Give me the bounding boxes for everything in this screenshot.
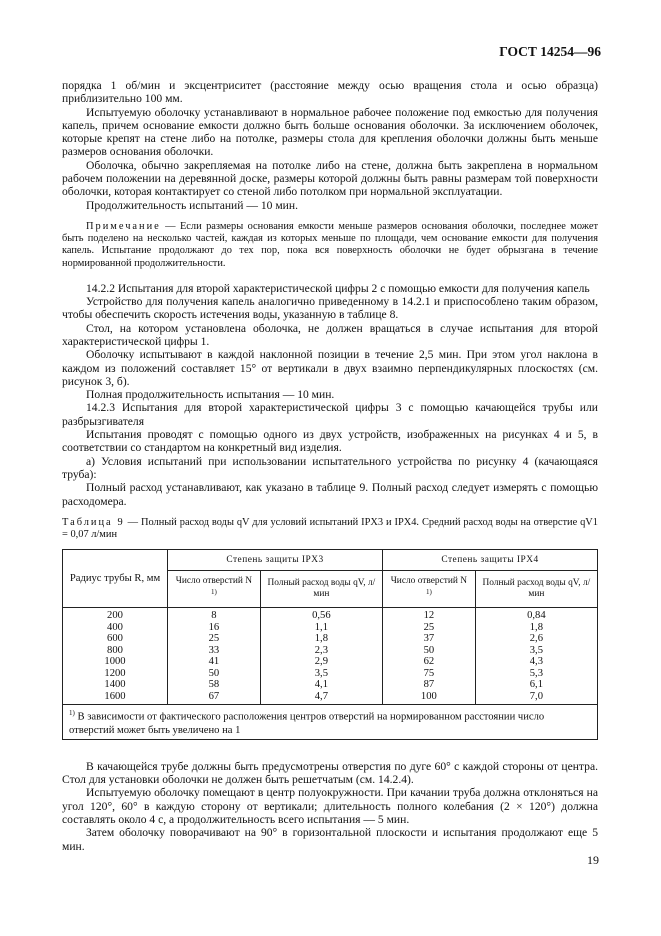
table-cell-value: 100	[420, 690, 437, 702]
paragraph: Испытуемую оболочку помещают в центр полуокружности. При качании труба должна отклоняться на угол 120°, 60° в каждую сторону от вертикали; длительность полного колебания (2 × 120°) должна составлять около 4 с, а продолжительность всего испытания — 5 мин.	[62, 786, 598, 826]
note	[62, 221, 598, 270]
table-cell-value: 4,1	[314, 679, 328, 691]
table-caption-text: — Полный расход воды qV для условий испытаний IPX3 и IPX4. Средний расход воды на отверстие qV1 = 0,07 л/мин	[62, 516, 598, 541]
ipx3-holes-cell	[168, 608, 261, 705]
table-cell-value: 1,8	[314, 633, 328, 645]
col-flow-ipx3: Полный расход воды qV, л/мин	[260, 571, 382, 608]
note-lead: Примечание	[86, 220, 161, 232]
table-cell-value: 50	[208, 667, 220, 679]
group-ipx3-header: Степень защиты IPX3	[168, 550, 383, 571]
paragraph: Испытуемую оболочку устанавливают в нормальное рабочее положение под емкостью для получения капель, причем основание емкости должно быть больше основания оболочки. За исключением оболочек, которые крепят на стене либо на потолке, размеры стола для крепления оболочки должны быть меньше размеров основания оболочки.	[62, 105, 598, 159]
page-number: 19	[587, 853, 599, 867]
paragraph: Затем оболочку поворачивают на 90° в горизонтальной плоскости и испытания продолжают еще 5 мин.	[62, 826, 598, 853]
table-cell-value: 1,1	[314, 621, 328, 633]
table-cell-value: 62	[423, 656, 435, 668]
col-holes-ipx3: Число отверстий N $^{1)}$	[168, 571, 261, 608]
ipx4-flow-cell	[475, 608, 597, 705]
table-cell-value: 16	[208, 621, 220, 633]
body-text	[62, 79, 598, 853]
table-cell-value: 75	[423, 667, 435, 679]
note-text: — Если размеры основания емкости меньше размеров основания оболочки, последнее может быть поделено на несколько частей, каждая из которых меньше по площади, чем основание емкости для получения капель. Испытание продолжают до тех пор, пока вся поверхность оболочки не будет обрызгана в течение нормированной продолжительности.	[62, 220, 598, 269]
table-cell-value: 2,6	[529, 633, 543, 645]
table-cell-value: 200	[107, 610, 123, 622]
paragraph: порядка 1 об/мин и эксцентриситет (расстояние между осью вращения стола и осью образца) приблизительно 100 мм.	[62, 79, 598, 106]
paragraph: В качающейся трубе должны быть предусмотрены отверстия по дуге 60° с каждой стороны от центра. Стол для установки оболочки не должен быть решетчатым (см. 14.2.4).	[62, 759, 598, 787]
table-cell-value: 33	[208, 644, 220, 656]
paragraph: Оболочка, обычно закрепляемая на потолке либо на стене, должна быть закреплена в нормальном рабочем положении на деревянной доске, размеры которой должны быть равны размерам той поверхности оболочки, которая контактирует со стеной либо потолком при нормальной эксплуатации.	[62, 158, 598, 199]
paragraph: Устройство для получения капель аналогично приведенному в 14.2.1 и приспособлено таким образом, чтобы обеспечить скорость истечения воды, указанную в таблице 8.	[62, 295, 598, 322]
table-data-row	[63, 608, 598, 705]
col-radius-header: Радиус трубы R, мм	[63, 550, 168, 608]
table-cell-value: 1,8	[529, 621, 543, 633]
table-caption	[62, 517, 598, 541]
table-cell-value: 4,7	[314, 690, 328, 702]
table-cell-value: 7,0	[529, 690, 543, 702]
table-cell-value: 3,5	[529, 644, 543, 656]
table-footnote: $^{1)}$ В зависимости от фактического расположения центров отверстий на нормированном расстоянии число отверстий может быть увеличено на 1	[63, 705, 598, 740]
table-cell-value: 1000	[104, 656, 126, 668]
standard-header: ГОСТ 14254—96	[499, 44, 601, 59]
paragraph: Полная продолжительность испытания — 10 мин.	[86, 388, 335, 402]
paragraph: Стол, на котором установлена оболочка, не должен вращаться в случае испытания для второй характеристической цифры 1.	[62, 321, 598, 348]
table-cell-value: 1600	[104, 690, 126, 702]
table-cell-value: 12	[423, 610, 435, 622]
table-cell-value: 37	[423, 633, 435, 645]
paragraph: Полный расход устанавливают, как указано в таблице 9. Полный расход следует измерять с помощью расходомера.	[62, 481, 598, 508]
paragraph: Оболочку испытывают в каждой наклонной позиции в течение 2,5 мин. При этом угол наклона в каждом из положений составляет 15° от вертикали в двух взаимно перпендикулярных плоскостях (см. рисунок 3, б).	[62, 348, 598, 388]
paragraph: а) Условия испытаний при использовании испытательного устройства по рисунку 4 (качающаяся труба):	[62, 454, 598, 481]
table-cell-value: 50	[423, 644, 435, 656]
ipx3-flow-cell	[260, 608, 382, 705]
col-holes-ipx4: Число отверстий N $^{1)}$	[382, 571, 475, 608]
table-cell-value: 41	[208, 656, 220, 668]
flow-table	[62, 549, 598, 740]
paragraph: Испытания проводят с помощью одного из двух устройств, изображенных на рисунках 4 и 5, в соответствии со стандартом на конкретный вид изделия.	[62, 428, 598, 455]
radius-cell	[63, 608, 168, 705]
table-cell-value: 1400	[104, 679, 126, 691]
table-cell-value: 1200	[104, 667, 126, 679]
table-cell-value: 2,3	[314, 644, 328, 656]
table-cell-value: 6,1	[529, 679, 543, 691]
table-cell-value: 8	[211, 610, 217, 622]
table-cell-value: 0,56	[312, 610, 331, 622]
table-cell-value: 25	[208, 633, 220, 645]
section-heading-14-2-3: 14.2.3 Испытания для второй характеристической цифры 3 с помощью качающейся трубы или разбрызгивателя	[62, 401, 598, 428]
table-cell-value: 3,5	[314, 667, 328, 679]
table-cell-value: 800	[107, 644, 123, 656]
table-cell-value: 2,9	[314, 656, 328, 668]
section-heading-14-2-2: 14.2.2 Испытания для второй характеристической цифры 2 с помощью емкости для получения капель	[86, 281, 590, 295]
table-cell-value: 0,84	[527, 610, 546, 622]
table-cell-value: 5,3	[529, 667, 543, 679]
col-flow-ipx4: Полный расход воды qV, л/мин	[475, 571, 597, 608]
table-cell-value: 87	[423, 679, 435, 691]
table-cell-value: 58	[208, 679, 220, 691]
ipx4-holes-cell	[382, 608, 475, 705]
group-ipx4-header: Степень защиты IPX4	[382, 550, 597, 571]
table-cell-value: 400	[107, 621, 123, 633]
table-cell-value: 600	[107, 633, 123, 645]
paragraph: Продолжительность испытаний — 10 мин.	[86, 198, 298, 212]
table-cell-value: 67	[208, 690, 220, 702]
table-cell-value: 25	[423, 621, 435, 633]
table-caption-lead: Таблица 9	[62, 516, 125, 528]
table-cell-value: 4,3	[529, 656, 543, 668]
